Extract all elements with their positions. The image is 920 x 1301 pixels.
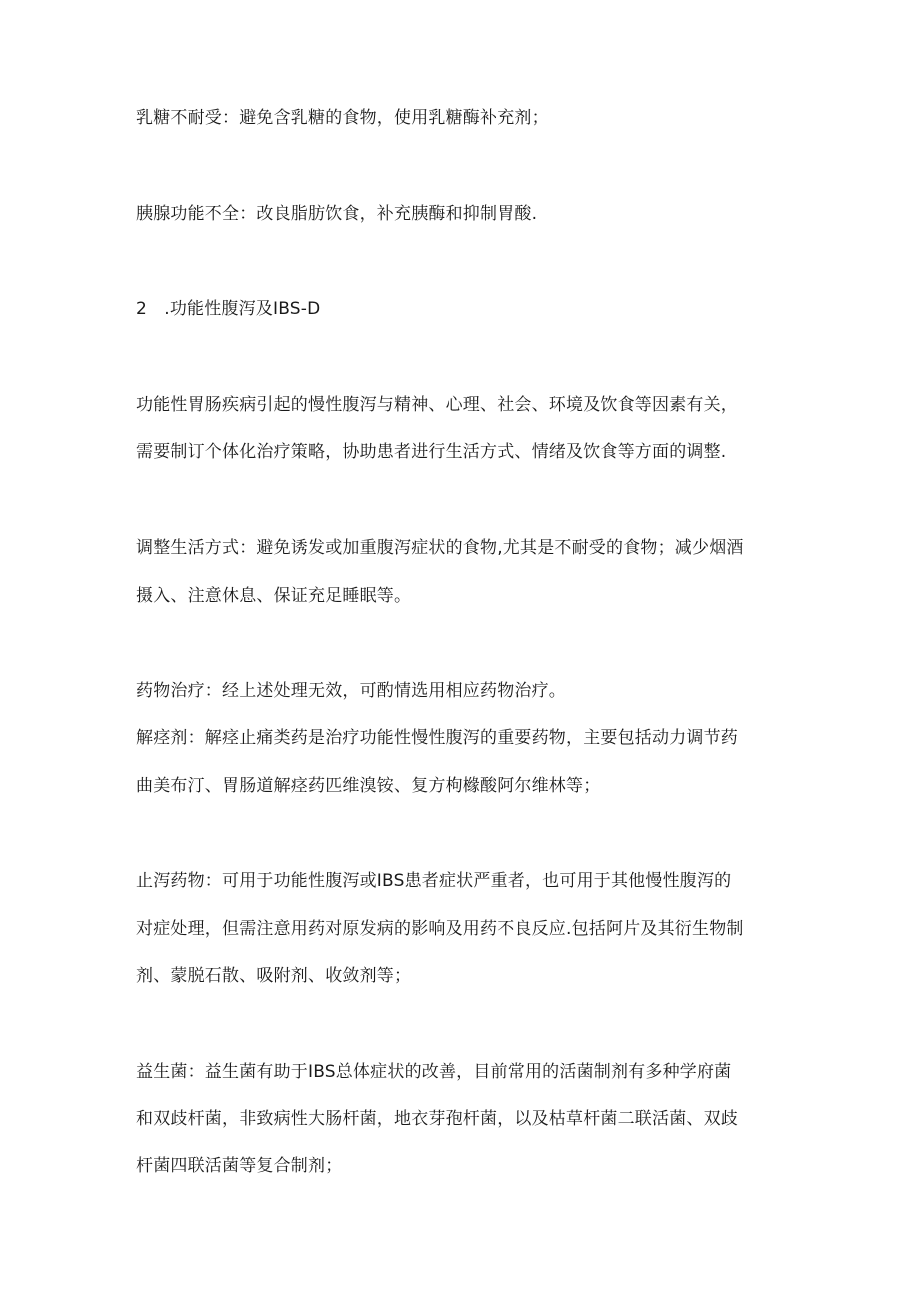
text-line-probiotics-a: 益生菌：益生菌有助于IBS总体症状的改善，目前常用的活菌制剂有多种学府菌 xyxy=(136,1062,732,1082)
text-line-paragraph-1a: 功能性胃肠疾病引起的慢性腹泻与精神、心理、社会、环境及饮食等因素有关， xyxy=(136,395,738,415)
text-line-paragraph-1b: 需要制订个体化治疗策略，协助患者进行生活方式、情绪及饮食等方面的调整. xyxy=(136,442,727,462)
text-line-probiotics-c: 杆菌四联活菌等复合制剂； xyxy=(136,1156,343,1176)
text-line-drug-therapy: 药物治疗：经上述处理无效，可酌情选用相应药物治疗。 xyxy=(136,681,566,701)
section-heading-functional-diarrhea: 2 .功能性腹泻及IBS-D xyxy=(136,299,321,319)
text-line-antidiarrheal-c: 剂、蒙脱石散、吸附剂、收敛剂等； xyxy=(136,966,412,986)
text-line-lifestyle-b: 摄入、注意休息、保证充足睡眠等。 xyxy=(136,586,412,606)
text-line-antidiarrheal-a: 止泻药物：可用于功能性腹泻或IBS患者症状严重者，也可用于其他慢性腹泻的 xyxy=(136,871,732,891)
text-line-probiotics-b: 和双歧杆菌，非致病性大肠杆菌，地衣芽孢杆菌，以及枯草杆菌二联活菌、双歧 xyxy=(136,1109,738,1129)
text-line-antispasmodic-a: 解痉剂：解痉止痛类药是治疗功能性慢性腹泻的重要药物，主要包括动力调节药 xyxy=(136,728,738,748)
text-line-pancreatic-insufficiency: 胰腺功能不全：改良脂肪饮食，补充胰酶和抑制胃酸. xyxy=(136,204,538,224)
text-line-lifestyle-a: 调整生活方式：避免诱发或加重腹泻症状的食物,尤其是不耐受的食物；减少烟酒 xyxy=(136,538,744,558)
text-line-antispasmodic-b: 曲美布汀、胃肠道解痉药匹维溴铵、复方枸橼酸阿尔维林等； xyxy=(136,776,601,796)
text-line-lactose-intolerance: 乳糖不耐受：避免含乳糖的食物，使用乳糖酶补充剂； xyxy=(136,108,549,128)
text-line-antidiarrheal-b: 对症处理，但需注意用药对原发病的影响及用药不良反应.包括阿片及其衍生物制 xyxy=(136,919,744,939)
